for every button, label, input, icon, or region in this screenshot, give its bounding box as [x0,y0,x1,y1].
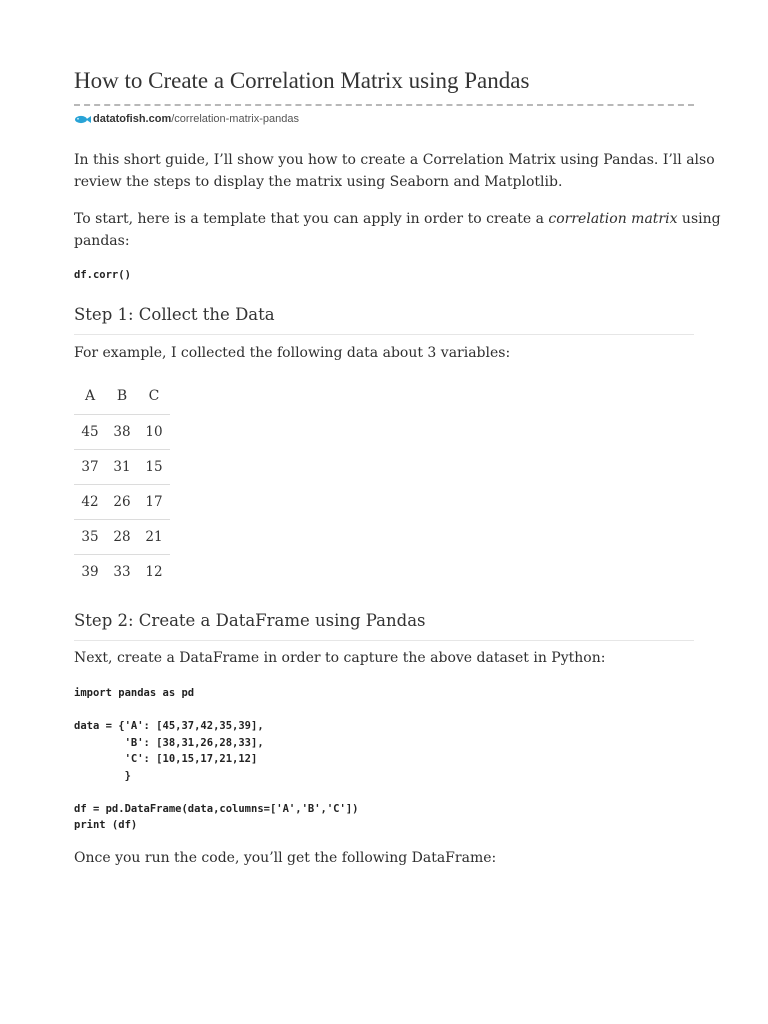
table-row [74,485,170,520]
data-table [74,378,170,589]
intro-line-1: In this short guide, I’ll show you how to create a Correlation Matrix using Pandas. I’ll also [74,152,715,168]
template-paragraph [74,208,721,252]
source-domain[interactable]: datatofish.com [93,113,172,125]
title-dashed-divider [74,104,694,106]
step1-text [74,342,694,364]
table-cell: 17 [138,485,170,520]
source-path[interactable]: /correlation-matrix-pandas [171,113,300,125]
step1-heading: Step 1: Collect the Data [74,305,275,324]
table-cell: 37 [74,450,106,485]
table-cell: 31 [106,450,138,485]
column-header: C [138,378,170,415]
table-cell: 33 [113,564,131,580]
table-cell: 15 [138,450,170,485]
table-row [74,415,170,450]
step2-text [74,647,694,669]
table-cell: 21 [138,520,170,555]
step2-divider [74,640,694,641]
table-cell: 38 [106,415,138,450]
table-cell: 45 [74,415,106,450]
template-code-block: df.corr() [74,269,131,281]
step1-divider [74,334,694,335]
table-cell: 12 [145,564,163,580]
dataframe-code-block: import pandas as pd data = {'A': [45,37,42,35,39], 'B': [38,31,26,28,33], 'C': [10,15,17,21,12] } df = pd.DataFrame(data,columns=['A','B','C']) print (df) [74,687,359,831]
step2-after-line: Once you run the code, you’ll get the following DataFrame: [74,850,497,866]
table-row [74,555,170,590]
template-line-2: pandas: [74,233,130,249]
column-header: B [106,378,138,415]
table-row [74,520,170,555]
table-cell: 28 [106,520,138,555]
table-row [74,450,170,485]
template-text-emphasis: correlation matrix [548,211,678,227]
step1-text-line: For example, I collected the following data about 3 variables: [74,345,511,361]
template-line-1 [74,208,721,230]
table-header-row [74,378,170,415]
column-header: A [74,378,106,415]
table-cell: 39 [81,564,99,580]
step2-heading: Step 2: Create a DataFrame using Pandas [74,611,426,630]
table-cell: 42 [74,485,106,520]
table-cell: 35 [74,520,106,555]
table-cell: 10 [138,415,170,450]
step2-text-line: Next, create a DataFrame in order to capture the above dataset in Python: [74,650,606,666]
intro-paragraph [74,149,715,193]
step2-after-text [74,847,694,869]
fish-icon [74,115,91,124]
source-link[interactable] [74,112,299,126]
intro-line-2: review the steps to display the matrix using Seaborn and Matplotlib. [74,174,563,190]
table-cell: 26 [106,485,138,520]
template-text-after: using [677,211,721,227]
template-text-before: To start, here is a template that you can apply in order to create a [74,211,549,227]
page-title: How to Create a Correlation Matrix using Pandas [74,68,530,93]
